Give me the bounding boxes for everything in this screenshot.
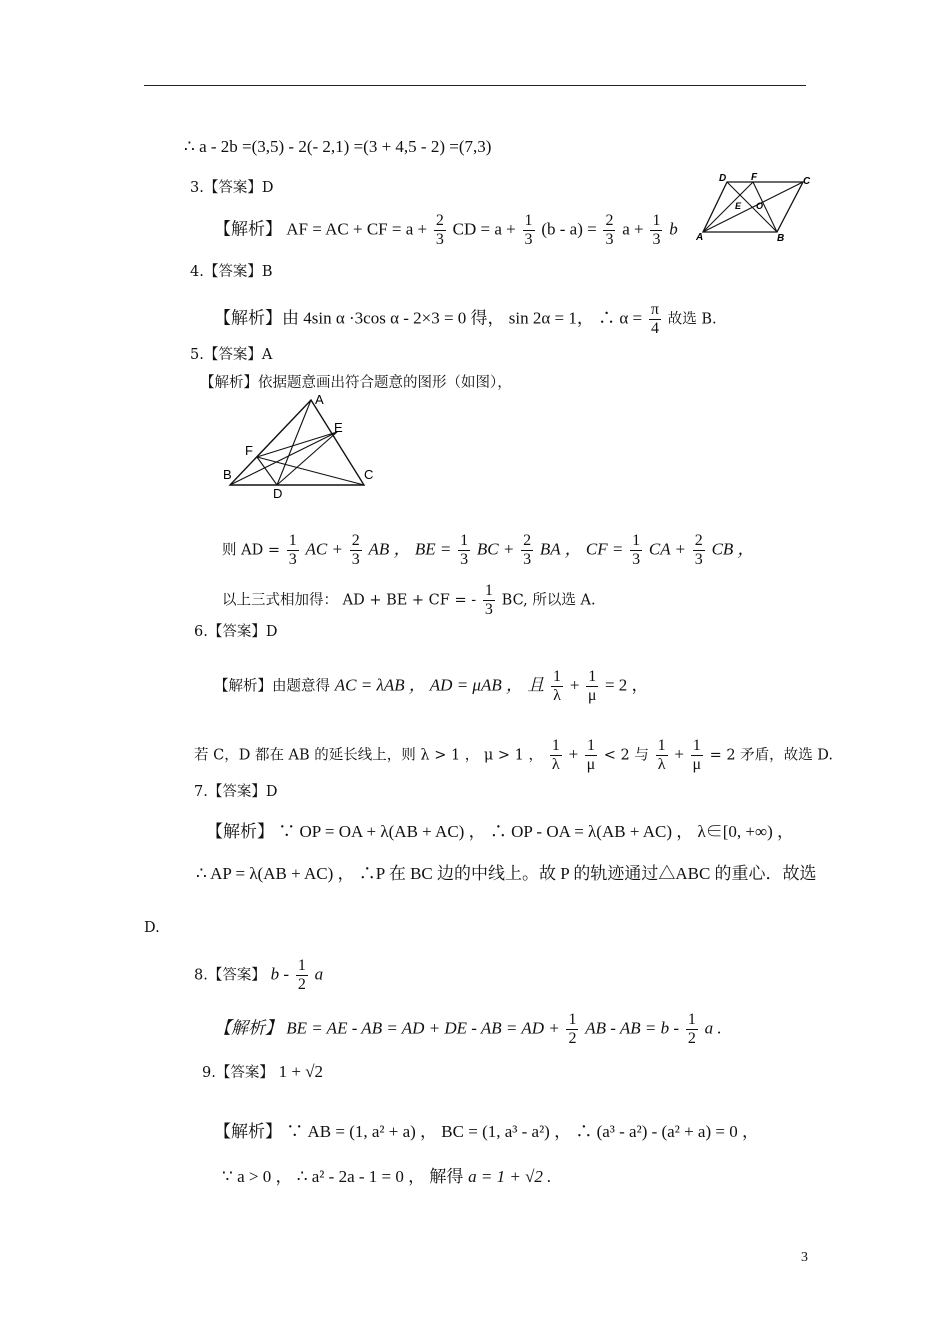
q7-answer: 7.【答案】D [194, 784, 278, 800]
q5-vector-line: 则 AD = $\frac{1}{3}$ AC + $\frac{2}{3}$ AB ， BE = $\frac{1}{3}$ BC + $\frac{2}{3}$ BA ， CF = $\frac{1}{3}$ CA + $\frac{2}{3}$ CB ， [222, 532, 755, 568]
fraction: $\frac{1}{\lambda}$ [553, 668, 562, 704]
fraction: $\frac{2}{3}$ [351, 532, 360, 568]
q7-explanation: 【解析】 ∵ OP = OA + λ(AB + AC) ， ∴ OP - OA = λ(AB + AC) ， λ∈[0, +∞) ， [206, 822, 795, 841]
fig1-label-o: O [756, 201, 764, 211]
q7-conclusion-end: D. [144, 920, 160, 936]
q9-answer: 9.【答案】 1 + √2 [202, 1062, 324, 1081]
fraction: $\frac{2}{3}$ [694, 532, 703, 568]
page-number: 3 [801, 1250, 808, 1265]
fraction: $\frac{1}{3}$ [652, 212, 661, 248]
q6-explanation: 【解析】由题意得 AC = λAB ， AD = μAB ， 且 $\frac{1}{\lambda}$ + $\frac{1}{\mu}$ = 2 ， [214, 668, 649, 704]
q9-solution: ∵ a > 0 ， ∴ a² - 2a - 1 = 0 ， 解得 a = 1 + √2 . [222, 1167, 552, 1186]
q5-answer: 5.【答案】A [190, 347, 273, 363]
triangle-figure [220, 390, 380, 505]
fraction: $\frac{1}{\lambda}$ [657, 737, 666, 773]
q8-answer: 8.【答案】 b - $\frac{1}{2}$ a [194, 957, 324, 993]
q5-explanation: 【解析】依据题意画出符合题意的图形（如图）， [200, 375, 512, 391]
fig1-label-b: B [777, 233, 785, 242]
fraction: $\frac{1}{\lambda}$ [551, 737, 560, 773]
fraction: $\frac{1}{3}$ [632, 532, 641, 568]
fraction: $\frac{1}{2}$ [568, 1011, 577, 1047]
fig2-label-a: A [315, 392, 324, 407]
fig1-label-a: A [696, 232, 704, 242]
q3-explanation: 【解析】 AF = AC + CF = a + $\frac{2}{3}$ CD = a + $\frac{1}{3}$ (b - a) = $\frac{2}{3}$ a + $\frac{1}{3}$ b [214, 212, 678, 248]
fraction: $\frac{1}{\mu}$ [586, 737, 596, 773]
fig2-label-b: B [223, 467, 232, 482]
fig2-label-f: F [245, 443, 253, 458]
fraction: $\frac{1}{2}$ [687, 1011, 696, 1047]
fraction: $\frac{2}{3}$ [605, 212, 614, 248]
fraction: $\frac{1}{3}$ [460, 532, 469, 568]
q6-contradiction-line: 若 C，D 都在 AB 的延长线上，则 λ > 1 ， μ > 1 ， $\frac{1}{\lambda}$ + $\frac{1}{\mu}$ < 2 与 $\frac{1}{\lambda}$ + $\frac{1}{\mu}$ = 2 矛盾，故选 D. [194, 737, 833, 773]
q5-sum-line: 以上三式相加得： AD + BE + CF = - $\frac{1}{3}$ BC, 所以选 A. [222, 582, 596, 618]
fraction: $\frac{2}{3}$ [435, 212, 444, 248]
header-rule [144, 85, 806, 86]
fig1-label-f: F [751, 172, 758, 183]
fraction: $\frac{1}{\mu}$ [692, 737, 702, 773]
parallelogram-figure [693, 170, 813, 242]
fig2-label-c: C [364, 467, 374, 482]
fraction: $\frac{1}{2}$ [297, 957, 306, 993]
fraction: $\frac{\pi}{4}$ [650, 301, 659, 337]
q8-explanation: 【解析】 BE = AE - AB = AD + DE - AB = AD + $\frac{1}{2}$ AB - AB = b - $\frac{1}{2}$ a . [214, 1011, 722, 1047]
fraction: $\frac{1}{\mu}$ [587, 668, 597, 704]
fig2-label-d: D [273, 486, 283, 501]
fig1-label-c: C [803, 176, 811, 187]
q4-explanation: 【解析】由 4sin α ·3cos α - 2×3 = 0 得， sin 2α = 1， ∴ α = $\frac{\pi}{4}$ 故选 B. [214, 301, 717, 337]
fraction: $\frac{1}{3}$ [524, 212, 533, 248]
q3-answer: 3.【答案】D [190, 180, 274, 196]
q6-answer: 6.【答案】D [194, 624, 278, 640]
fig2-label-e: E [334, 420, 343, 435]
q9-explanation: 【解析】 ∵ AB = (1, a² + a) ， BC = (1, a³ - a²) ， ∴ (a³ - a²) - (a² + a) = 0 ， [214, 1122, 759, 1141]
fraction: $\frac{2}{3}$ [523, 532, 532, 568]
q4-answer: 4.【答案】B [190, 264, 273, 280]
q7-conclusion: ∴ AP = λ(AB + AC) ， ∴P 在 BC 边的中线上。故 P 的轨迹通过△ABC 的重心．故选 [196, 864, 817, 883]
fig1-label-d: D [719, 173, 727, 184]
fraction: $\frac{1}{3}$ [484, 582, 493, 618]
vector-result-line: ∴ a - 2b =(3,5) - 2(- 2,1) =(3 + 4,5 - 2) =(7,3) [184, 137, 492, 156]
fraction: $\frac{1}{3}$ [288, 532, 297, 568]
fig1-label-e: E [735, 201, 742, 211]
